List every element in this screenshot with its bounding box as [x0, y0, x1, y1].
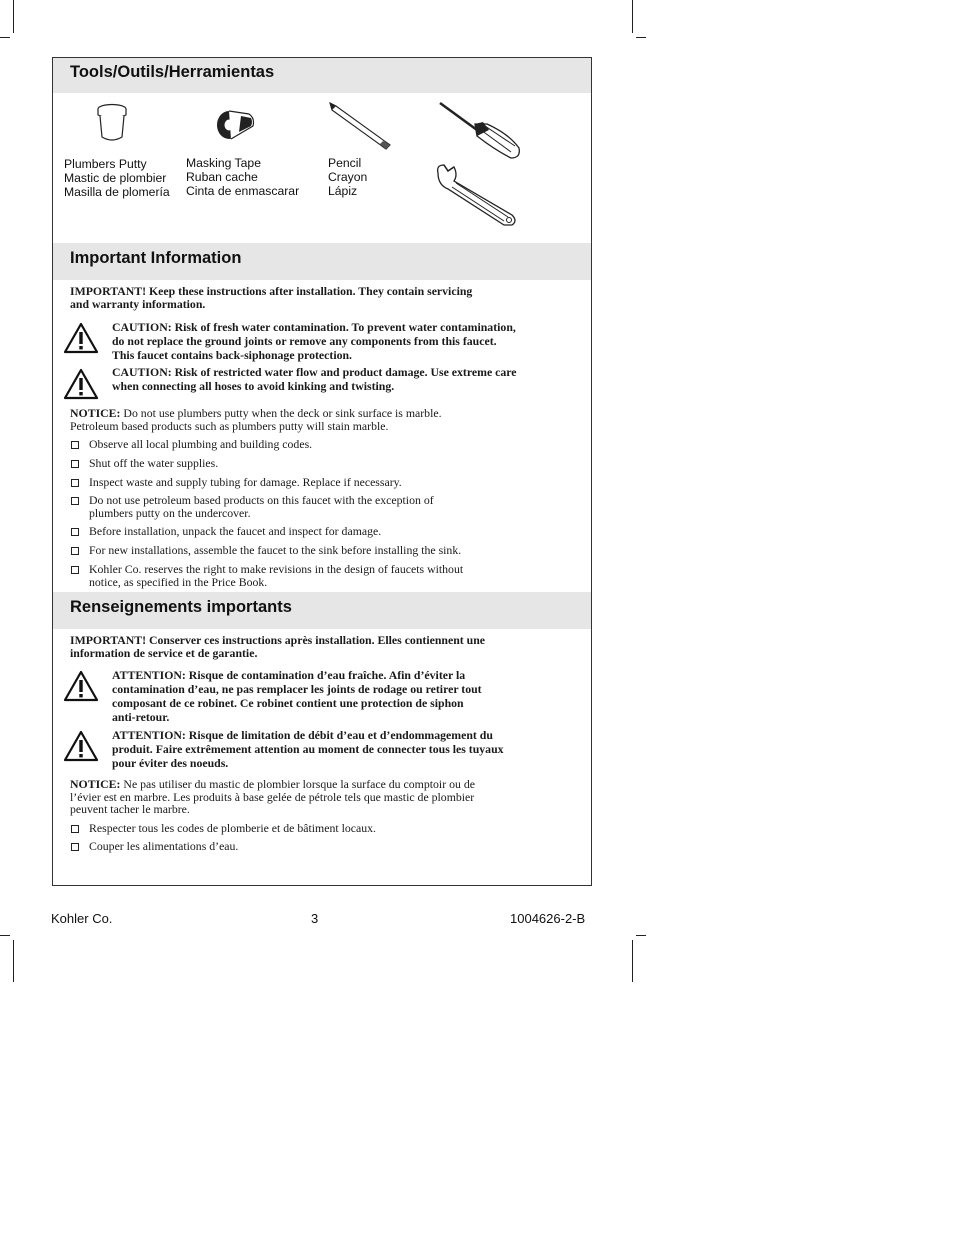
crop-mark: [632, 940, 633, 982]
french-caution-flow: ATTENTION: Risque de limitation de débit d’eau et d’endommagement du produit. Faire extrêmement attention au moment de connecter tous les tuyaux pour éviter des noeuds.: [112, 728, 504, 770]
crop-mark: [636, 37, 646, 38]
putty-jar-icon: [95, 103, 129, 145]
english-caution-contamination: CAUTION: Risk of fresh water contamination. To prevent water contamination, do not replace the ground joints or remove any components from this faucet. This faucet contains back-siphonage protection.: [112, 320, 516, 362]
tools-header: [53, 58, 591, 93]
warning-triangle-icon: [63, 670, 99, 702]
english-important-note: IMPORTANT! Keep these instructions after installation. They contain servicing and warranty information.: [70, 284, 473, 311]
english-notice: NOTICE: Do not use plumbers putty when the deck or sink surface is marble. Petroleum based products such as plumbers putty will stain marble.: [70, 406, 442, 433]
french-notice: NOTICE: Ne pas utiliser du mastic de plombier lorsque la surface du comptoir ou de l’évier est en marbre. Les produits à base gelée de pétrole tels que mastic de plombier peuvent tacher le marbre.: [70, 777, 475, 816]
crop-mark: [13, 940, 14, 982]
crop-mark: [632, 0, 633, 33]
tools-title: Tools/Outils/Herramientas: [70, 63, 275, 81]
french-important-note: IMPORTANT! Conserver ces instructions après installation. Elles contiennent une information de service et de garantie.: [70, 633, 485, 660]
english-caution-flow: CAUTION: Risk of restricted water flow and product damage. Use extreme care when connecting all hoses to avoid kinking and twisting.: [112, 365, 517, 393]
footer-doc-number: 1004626-2-B: [510, 911, 586, 926]
warning-triangle-icon: [63, 730, 99, 762]
pencil-icon: [328, 101, 394, 151]
adjustable-wrench-icon: [434, 163, 520, 229]
tool-label-tape: Masking Tape Ruban cache Cinta de enmascarar: [186, 156, 300, 198]
warning-triangle-icon: [63, 368, 99, 400]
tape-roll-icon: [215, 108, 257, 142]
crop-mark: [636, 935, 646, 936]
screwdriver-icon: [437, 100, 523, 162]
footer-company: Kohler Co.: [51, 911, 113, 926]
english-section-title: Important Information: [70, 249, 242, 267]
english-section-header: [53, 243, 591, 280]
crop-mark: [0, 935, 10, 936]
instruction-panel: Tools/Outils/Herramientas Plumbers Putty Mastic de plombier Masilla de plomería Masking Tape Ruban cache Cinta de enmascarar Pencil Crayon Lápiz Important Information IMPORTANT! Keep these instructions after installation. They contain servicing and warranty information. CAUTION: Risk of fresh water contamination. To prevent water contamination, do not replace the ground joints or remove any components from this faucet. This faucet contains back-siphonage protection. CAUTION: Risk of restricted water flow and product damage. Use extreme care when connecting all hoses to avoid kinking and twisting. NOTICE: Do not use plumbers putty when the deck or sink surface is marble. Petroleum based products such as plumbers putty will stain marble. Observe all local plumbing and building codes. Shut off the water supplies. Inspect waste and supply tubing for damage. Replace if necessary. Do not use petroleum based products on this faucet with the exception of plumbers putty on the undercover. Before installation, unpack the faucet and inspect for damage. For new installations, assemble the faucet to the sink before installing the sink. Kohler Co. reserves the right to make revisions in the design of faucets without notice, as specified in the Price Book. Renseignements importants IMPORTANT! Conserver ces instructions après installation. Elles contiennent une information de service et de garantie. ATTENTION: Risque de contamination d’eau fraîche. Afin d’éviter la contamination d’eau, ne pas remplacer les joints de rodage ou retirer tout composant de ce robinet. Ce robinet contient une protection de siphon anti-retour. ATTENTION: Risque de limitation de débit d’eau et d’endommagement du produit. Faire extrêmement attention au moment de connecter tous les tuyaux pour éviter des noeuds. NOTICE: Ne pas utiliser du mastic de plombier lorsque la surface du comptoir ou de l’évier est en marbre. Les produits à base gelée de pétrole tels que mastic de plombier peuvent tacher le marbre. Respecter tous les codes de plomberie et de bâtiment locaux. Couper les alimentations d’eau.: [52, 57, 592, 886]
french-section-header: [53, 592, 591, 629]
tool-label-pencil: Pencil Crayon Lápiz: [328, 156, 368, 198]
warning-triangle-icon: [63, 322, 99, 354]
tool-label-putty: Plumbers Putty Mastic de plombier Masilla de plomería: [64, 157, 170, 199]
french-caution-contamination: ATTENTION: Risque de contamination d’eau fraîche. Afin d’éviter la contamination d’eau, ne pas remplacer les joints de rodage ou retirer tout composant de ce robinet. Ce robinet contient une protection de siphon anti-retour.: [112, 668, 482, 724]
french-section-title: Renseignements importants: [70, 598, 292, 616]
footer-page-number: 3: [311, 911, 319, 926]
crop-mark: [0, 37, 10, 38]
crop-mark: [13, 0, 14, 33]
